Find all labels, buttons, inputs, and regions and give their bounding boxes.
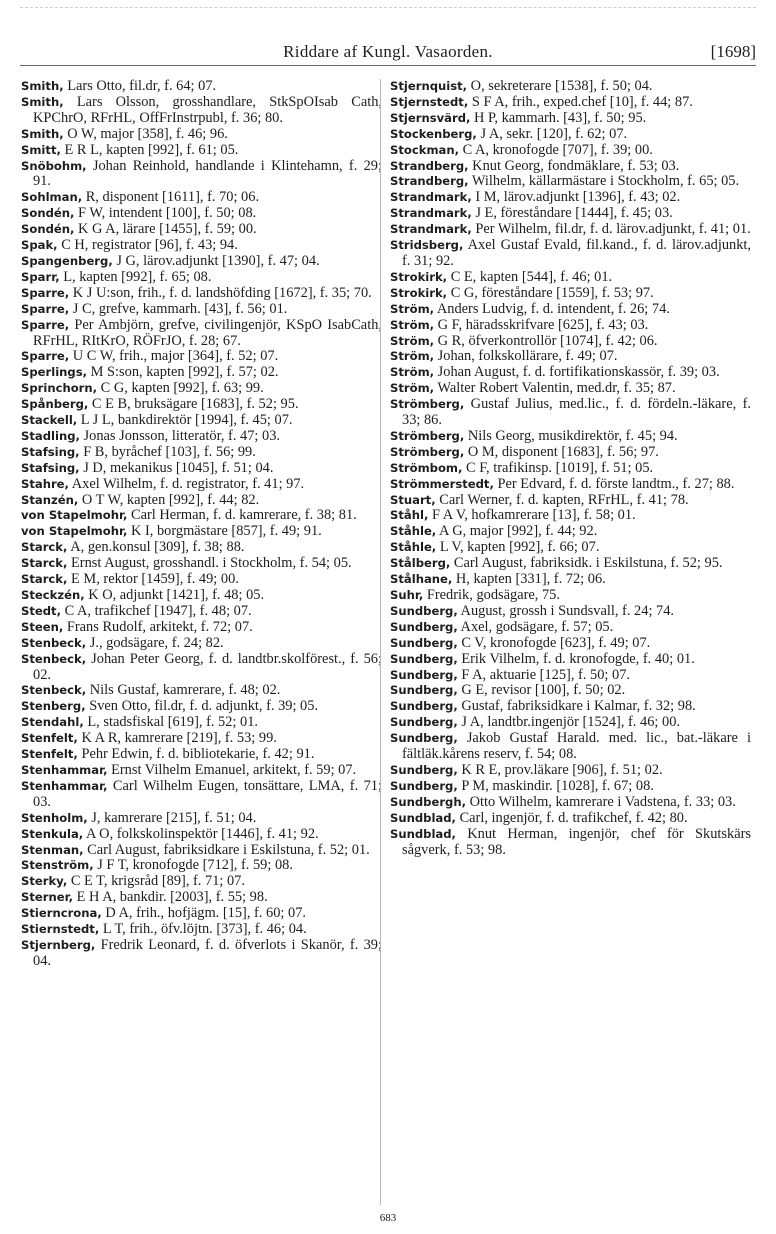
entry-surname: Stenbeck, bbox=[21, 651, 87, 666]
register-entry bbox=[390, 286, 751, 302]
entry-details: Nils Georg, musikdirektör, f. 45; 94. bbox=[464, 427, 678, 444]
entry-surname: Smith, bbox=[21, 94, 64, 109]
entry-details: Walter Robert Valentin, med.dr, f. 35; 87. bbox=[434, 380, 676, 397]
register-entry bbox=[21, 429, 382, 445]
entry-details: Frans Rudolf, arkitekt, f. 72; 07. bbox=[63, 618, 253, 635]
entry-surname: Spånberg, bbox=[21, 397, 89, 412]
page-reference: [1698] bbox=[710, 42, 756, 61]
entry-surname: Strandberg, bbox=[390, 174, 469, 189]
register-entry bbox=[21, 524, 382, 540]
register-entry bbox=[390, 111, 751, 127]
register-entry bbox=[21, 858, 382, 874]
entry-details: C H, registrator [96], f. 43; 94. bbox=[57, 237, 238, 254]
entry-surname: Strandmark, bbox=[390, 190, 472, 205]
register-entry bbox=[390, 493, 751, 509]
entry-details: U C W, frih., major [364], f. 52; 07. bbox=[69, 348, 279, 365]
register-entry bbox=[390, 222, 751, 238]
entry-surname: Stjernstedt, bbox=[390, 94, 469, 109]
register-entry bbox=[21, 572, 382, 588]
entry-details: A G, major [992], f. 44; 92. bbox=[436, 523, 598, 540]
entry-details: C E T, krigsråd [89], f. 71; 07. bbox=[67, 873, 245, 890]
register-entry bbox=[390, 127, 751, 143]
entry-details: K G A, lärare [1455], f. 59; 00. bbox=[74, 221, 257, 238]
entry-details: L, kapten [992], f. 65; 08. bbox=[59, 268, 212, 285]
entry-surname: Stenman, bbox=[21, 842, 84, 857]
left-column bbox=[21, 79, 382, 970]
register-entry bbox=[390, 763, 751, 779]
entry-details: P M, maskindir. [1028], f. 67; 08. bbox=[457, 777, 654, 794]
entry-surname: Suhr, bbox=[390, 588, 424, 602]
entry-details: Carl August, fabriksidk. i Eskilstuna, f. 52; 95. bbox=[450, 555, 723, 572]
register-entry bbox=[21, 206, 382, 222]
entry-details: O W, major [358], f. 46; 96. bbox=[63, 125, 228, 142]
entry-surname: Smitt, bbox=[21, 142, 61, 157]
register-entry bbox=[390, 349, 751, 365]
entry-surname: Ström, bbox=[390, 349, 435, 364]
entry-details: Axel Wilhelm, f. d. registrator, f. 41; 97. bbox=[68, 475, 305, 492]
entry-surname: Stierncrona, bbox=[21, 906, 102, 921]
entry-surname: Spangenberg, bbox=[21, 253, 113, 268]
entry-details: Carl August, fabriksidkare i Eskilstuna, f. 52; 01. bbox=[83, 841, 370, 858]
entry-surname: Smith, bbox=[21, 126, 64, 141]
register-entry bbox=[390, 95, 751, 111]
entry-details: Knut Georg, fondmäklare, f. 53; 03. bbox=[468, 157, 680, 174]
entry-details: Erik Vilhelm, f. d. kronofogde, f. 40; 01. bbox=[457, 650, 695, 667]
register-entry bbox=[390, 636, 751, 652]
register-entry bbox=[21, 636, 382, 652]
entry-details: Jakob Gustaf Harald. med. lic., bat.-läkare i fältläk.kårens reserv, f. 54; 08. bbox=[402, 730, 751, 763]
entry-details: J A, landtbr.ingenjör [1524], f. 46; 00. bbox=[457, 714, 680, 731]
register-entry bbox=[21, 445, 382, 461]
entry-surname: Ståhl, bbox=[390, 508, 429, 523]
entry-surname: Stiernstedt, bbox=[21, 922, 100, 937]
register-entry bbox=[390, 206, 751, 222]
entry-details: Otto Wilhelm, kamrerare i Vadstena, f. 33; 03. bbox=[466, 793, 736, 810]
entry-details: O, sekreterare [1538], f. 50; 04. bbox=[467, 78, 653, 94]
entry-details: H P, kammarh. [43], f. 50; 95. bbox=[470, 109, 647, 126]
entry-surname: Ström, bbox=[390, 301, 435, 316]
entry-surname: Sundberg, bbox=[390, 762, 458, 777]
entry-surname: Stockman, bbox=[390, 142, 460, 157]
entry-details: C V, kronofogde [623], f. 49; 07. bbox=[457, 634, 651, 651]
entry-details: Knut Herman, ingenjör, chef för Skutskärs sågverk, f. 53; 98. bbox=[402, 825, 751, 858]
entry-surname: Sundberg, bbox=[390, 603, 458, 618]
entry-details: Jonas Jonsson, litteratör, f. 47; 03. bbox=[79, 427, 280, 444]
register-entry bbox=[390, 445, 751, 461]
entry-details: Johan, folkskollärare, f. 49; 07. bbox=[434, 348, 618, 365]
entry-surname: Ström, bbox=[390, 317, 435, 332]
entry-details: O M, disponent [1683], f. 56; 97. bbox=[464, 443, 659, 460]
register-entry bbox=[390, 461, 751, 477]
register-entry bbox=[21, 477, 382, 493]
entry-details: Sven Otto, fil.dr, f. d. adjunkt, f. 39; 05. bbox=[85, 698, 319, 715]
entry-surname: Sundberg, bbox=[390, 619, 458, 634]
entry-details: L T, frih., öfv.löjtn. [373], f. 46; 04. bbox=[99, 921, 307, 938]
entry-surname: Strömberg, bbox=[390, 428, 465, 443]
entry-surname: Strömberg, bbox=[390, 444, 465, 459]
entry-surname: Sparre, bbox=[21, 317, 70, 332]
entry-surname: Ståhle, bbox=[390, 540, 437, 555]
entry-details: F A V, hofkamrerare [13], f. 58; 01. bbox=[428, 507, 636, 524]
register-entry bbox=[390, 827, 751, 859]
entry-details: S F A, frih., exped.chef [10], f. 44; 87. bbox=[468, 93, 693, 110]
entry-surname: Stenhammar, bbox=[21, 778, 108, 793]
register-entry bbox=[21, 715, 382, 731]
register-entry bbox=[390, 190, 751, 206]
entry-surname: Steen, bbox=[21, 619, 64, 634]
register-entry bbox=[390, 79, 751, 95]
register-entry bbox=[21, 540, 382, 556]
register-entry bbox=[21, 874, 382, 890]
register-entry bbox=[21, 620, 382, 636]
register-entry bbox=[390, 238, 751, 270]
register-entry bbox=[21, 286, 382, 302]
entry-details: Ernst Vilhelm Emanuel, arkitekt, f. 59; 07. bbox=[107, 761, 357, 778]
entry-surname: Stjernquist, bbox=[390, 79, 468, 93]
entry-surname: Ståhle, bbox=[390, 524, 437, 539]
entry-surname: Sohlman, bbox=[21, 190, 83, 205]
entry-details: Johan Reinhold, handlande i Klintehamn, f. 29; 91. bbox=[33, 157, 382, 190]
entry-details: Johan August, f. d. fortifikationskassör, f. 39; 03. bbox=[434, 364, 720, 381]
register-entry bbox=[390, 556, 751, 572]
register-entry bbox=[21, 493, 382, 509]
entry-details: Axel, godsägare, f. 57; 05. bbox=[457, 618, 614, 635]
entry-surname: Stenkula, bbox=[21, 826, 84, 841]
entry-surname: Strömberg, bbox=[390, 397, 465, 412]
entry-surname: Sondén, bbox=[21, 222, 75, 237]
entry-surname: Sundberg, bbox=[390, 651, 458, 666]
register-entry bbox=[21, 95, 382, 127]
running-title: Riddare af Kungl. Vasaorden. bbox=[283, 42, 493, 61]
entry-surname: Sundblad, bbox=[390, 810, 456, 825]
entry-details: K J U:son, frih., f. d. landshöfding [1672], f. 35; 70. bbox=[69, 284, 372, 301]
register-entry bbox=[21, 79, 382, 95]
register-entry bbox=[390, 731, 751, 763]
entry-details: J C, grefve, kammarh. [43], f. 56; 01. bbox=[69, 300, 288, 317]
register-entry bbox=[390, 159, 751, 175]
entry-surname: Spak, bbox=[21, 238, 58, 253]
entry-details: L, stadsfiskal [619], f. 52; 01. bbox=[83, 714, 259, 731]
entry-surname: von Stapelmohr, bbox=[21, 524, 128, 539]
entry-details: C E B, bruksägare [1683], f. 52; 95. bbox=[88, 396, 299, 413]
register-entry bbox=[21, 683, 382, 699]
entry-details: Nils Gustaf, kamrerare, f. 48; 02. bbox=[86, 682, 281, 699]
entry-details: H, kapten [331], f. 72; 06. bbox=[452, 571, 606, 588]
entry-surname: Stenholm, bbox=[21, 810, 88, 825]
register-entry bbox=[390, 779, 751, 795]
entry-surname: Sondén, bbox=[21, 206, 75, 221]
page-header bbox=[20, 20, 756, 60]
entry-surname: Sundberg, bbox=[390, 699, 458, 714]
entry-surname: Stendahl, bbox=[21, 715, 84, 730]
entry-surname: Sundberg, bbox=[390, 635, 458, 650]
entry-details: Carl, ingenjör, f. d. trafikchef, f. 42; 80. bbox=[455, 809, 688, 826]
entry-details: Per Edvard, f. d. förste landtm., f. 27; 88. bbox=[493, 475, 735, 492]
register-entry bbox=[21, 302, 382, 318]
entry-details: A O, folkskolinspektör [1446], f. 41; 92. bbox=[83, 825, 319, 842]
entry-surname: Stenberg, bbox=[21, 699, 86, 714]
entry-surname: Sparre, bbox=[21, 285, 70, 300]
entry-details: I M, lärov.adjunkt [1396], f. 43; 02. bbox=[471, 189, 681, 206]
entry-surname: Stenbeck, bbox=[21, 683, 87, 698]
entry-details: Carl Werner, f. d. kapten, RFrHL, f. 41; 78. bbox=[435, 491, 689, 508]
register-entry bbox=[21, 843, 382, 859]
entry-surname: Sparr, bbox=[21, 269, 60, 284]
register-entry bbox=[390, 604, 751, 620]
entry-details: Carl Herman, f. d. kamrerare, f. 38; 81. bbox=[127, 507, 357, 524]
entry-details: Ernst August, grosshandl. i Stockholm, f. 54; 05. bbox=[67, 555, 352, 572]
register-entry bbox=[21, 349, 382, 365]
entry-details: Carl Wilhelm Eugen, tonsättare, LMA, f. 71; 03. bbox=[33, 777, 382, 810]
register-entry bbox=[21, 413, 382, 429]
entry-surname: Stjernsvärd, bbox=[390, 110, 471, 125]
register-entry bbox=[390, 524, 751, 540]
entry-details: C G, föreståndare [1559], f. 53; 97. bbox=[447, 284, 654, 301]
entry-details: Pehr Edwin, f. d. bibliotekarie, f. 42; 91. bbox=[77, 746, 315, 763]
register-entry bbox=[21, 318, 382, 350]
entry-details: R, disponent [1611], f. 70; 06. bbox=[82, 189, 260, 206]
register-entry bbox=[21, 254, 382, 270]
entry-surname: Stålhane, bbox=[390, 572, 453, 587]
register-entry bbox=[21, 906, 382, 922]
entry-surname: Smith, bbox=[21, 79, 64, 93]
entry-surname: Sundberg, bbox=[390, 683, 458, 698]
entry-details: A, gen.konsul [309], f. 38; 88. bbox=[67, 539, 245, 556]
entry-surname: Starck, bbox=[21, 556, 68, 571]
entry-surname: Strandmark, bbox=[390, 206, 472, 221]
entry-details: Anders Ludvig, f. d. intendent, f. 26; 74. bbox=[434, 300, 670, 317]
register-entry bbox=[390, 540, 751, 556]
right-column bbox=[390, 79, 751, 858]
entry-details: D A, frih., hofjägm. [15], f. 60; 07. bbox=[101, 905, 306, 922]
entry-details: C E, kapten [544], f. 46; 01. bbox=[447, 268, 613, 285]
entry-details: J F T, kronofogde [712], f. 59; 08. bbox=[93, 857, 293, 874]
register-entry bbox=[21, 652, 382, 684]
entry-surname: Stenhammar, bbox=[21, 762, 108, 777]
register-entry bbox=[390, 588, 751, 604]
entry-details: M S:son, kapten [992], f. 57; 02. bbox=[87, 364, 279, 381]
register-entry bbox=[21, 143, 382, 159]
register-entry bbox=[390, 811, 751, 827]
entry-surname: Ström, bbox=[390, 365, 435, 380]
entry-details: C G, kapten [992], f. 63; 99. bbox=[97, 380, 264, 397]
entry-details: C A, trafikchef [1947], f. 48; 07. bbox=[61, 602, 252, 619]
register-entry bbox=[390, 572, 751, 588]
register-entry bbox=[21, 779, 382, 811]
entry-details: O T W, kapten [992], f. 44; 82. bbox=[78, 491, 260, 508]
entry-surname: Stanzén, bbox=[21, 492, 79, 507]
register-entry bbox=[21, 365, 382, 381]
entry-details: C A, kronofogde [707], f. 39; 00. bbox=[459, 141, 653, 158]
entry-details: G R, öfverkontrollör [1074], f. 42; 06. bbox=[434, 332, 658, 349]
register-entry bbox=[390, 365, 751, 381]
entry-details: E R L, kapten [992], f. 61; 05. bbox=[60, 141, 239, 158]
register-entry bbox=[21, 508, 382, 524]
entry-surname: Strömmerstedt, bbox=[390, 476, 494, 491]
register-entry bbox=[390, 429, 751, 445]
entry-details: J G, lärov.adjunkt [1390], f. 47; 04. bbox=[112, 252, 320, 269]
entry-surname: Sparre, bbox=[21, 349, 70, 364]
entry-surname: Stafsing, bbox=[21, 460, 80, 475]
register-entry bbox=[21, 922, 382, 938]
entry-surname: Sundberg, bbox=[390, 778, 458, 793]
entry-surname: Strandberg, bbox=[390, 158, 469, 173]
register-entry bbox=[21, 397, 382, 413]
entry-surname: Sparre, bbox=[21, 301, 70, 316]
register-entry bbox=[21, 127, 382, 143]
entry-details: Wilhelm, källarmästare i Stockholm, f. 65; 05. bbox=[468, 173, 740, 190]
register-entry bbox=[21, 604, 382, 620]
entry-surname: Stenfelt, bbox=[21, 747, 78, 762]
register-entry bbox=[390, 477, 751, 493]
entry-details: K R E, prov.läkare [906], f. 51; 02. bbox=[457, 761, 663, 778]
register-entry bbox=[21, 811, 382, 827]
entry-details: L J L, bankdirektör [1994], f. 45; 07. bbox=[77, 412, 293, 429]
entry-surname: Steckzén, bbox=[21, 588, 85, 602]
entry-details: Fredrik, godsägare, 75. bbox=[423, 587, 560, 603]
register-entry bbox=[21, 381, 382, 397]
entry-details: J., godsägare, f. 24; 82. bbox=[86, 634, 224, 651]
register-entry bbox=[21, 747, 382, 763]
entry-surname: Stenström, bbox=[21, 858, 94, 873]
entry-surname: Ström, bbox=[390, 333, 435, 348]
register-entry bbox=[390, 302, 751, 318]
entry-surname: Stenbeck, bbox=[21, 635, 87, 650]
entry-details: Lars Otto, fil.dr, f. 64; 07. bbox=[63, 78, 217, 94]
entry-surname: Sundberg, bbox=[390, 715, 458, 730]
entry-details: August, grossh i Sundsvall, f. 24; 74. bbox=[457, 602, 675, 619]
register-entry bbox=[390, 795, 751, 811]
entry-details: G F, häradsskrifvare [625], f. 43; 03. bbox=[434, 316, 649, 333]
entry-details: K O, adjunkt [1421], f. 48; 05. bbox=[84, 587, 265, 603]
entry-details: Per Wilhelm, fil.dr, f. d. lärov.adjunkt, f. 41; 01. bbox=[471, 221, 751, 238]
entry-surname: Stjernberg, bbox=[21, 937, 96, 952]
top-edge-rule bbox=[20, 7, 756, 8]
register-entry bbox=[390, 699, 751, 715]
register-entry bbox=[21, 461, 382, 477]
register-entry bbox=[390, 143, 751, 159]
entry-details: L V, kapten [992], f. 66; 07. bbox=[436, 539, 600, 556]
entry-details: Johan Peter Georg, f. d. landtbr.skolförest., f. 56; 02. bbox=[33, 650, 382, 683]
register-entry bbox=[390, 715, 751, 731]
register-entry bbox=[390, 652, 751, 668]
entry-surname: Stridsberg, bbox=[390, 238, 464, 253]
column-divider bbox=[380, 79, 381, 1205]
entry-details: K A R, kamrerare [219], f. 53; 99. bbox=[77, 730, 277, 747]
entry-surname: Starck, bbox=[21, 540, 68, 555]
entry-surname: Strokirk, bbox=[390, 285, 448, 300]
entry-surname: Snöbohm, bbox=[21, 158, 87, 173]
entry-details: J E, föreståndare [1444], f. 45; 03. bbox=[471, 205, 673, 222]
register-entry bbox=[390, 683, 751, 699]
entry-details: Lars Olsson, grosshandlare, StkSpOIsab Cath, KPChrO, RFrHL, OffFrInstrpubl, f. 36; 80. bbox=[33, 93, 382, 126]
register-entry bbox=[21, 588, 382, 604]
register-entry bbox=[21, 238, 382, 254]
entry-surname: Stockenberg, bbox=[390, 126, 477, 141]
register-entry bbox=[390, 270, 751, 286]
entry-surname: Sprinchorn, bbox=[21, 381, 98, 396]
register-entry bbox=[21, 699, 382, 715]
entry-details: Gustaf Julius, med.lic., f. d. fördeln.-läkare, f. 33; 86. bbox=[402, 396, 751, 429]
entry-surname: Stahre, bbox=[21, 476, 69, 491]
entry-details: K I, borgmästare [857], f. 49; 91. bbox=[127, 523, 322, 540]
register-entry bbox=[21, 890, 382, 906]
entry-surname: Sundbergh, bbox=[390, 794, 466, 809]
register-entry bbox=[21, 938, 382, 970]
register-entry bbox=[21, 159, 382, 191]
register-entry bbox=[390, 381, 751, 397]
entry-surname: Strokirk, bbox=[390, 269, 448, 284]
entry-details: C F, trafikinsp. [1019], f. 51; 05. bbox=[462, 459, 654, 476]
entry-surname: Stålberg, bbox=[390, 556, 451, 571]
register-entry bbox=[21, 556, 382, 572]
entry-details: G E, revisor [100], f. 50; 02. bbox=[457, 682, 626, 699]
entry-details: Gustaf, fabriksidkare i Kalmar, f. 32; 98. bbox=[457, 698, 696, 715]
register-entry bbox=[390, 318, 751, 334]
entry-details: J D, mekanikus [1045], f. 51; 04. bbox=[79, 459, 274, 476]
register-entry bbox=[390, 620, 751, 636]
entry-surname: Sperlings, bbox=[21, 365, 88, 380]
entry-surname: Stackell, bbox=[21, 413, 78, 428]
entry-surname: von Stapelmohr, bbox=[21, 508, 128, 523]
register-entry bbox=[390, 174, 751, 190]
entry-details: F A, aktuarie [125], f. 50; 07. bbox=[457, 666, 631, 683]
page-number: 683 bbox=[379, 1212, 397, 1224]
entry-details: F B, byråchef [103], f. 56; 99. bbox=[79, 443, 256, 460]
entry-details: Axel Gustaf Evald, fil.kand., f. d. lärov.adjunkt, f. 31; 92. bbox=[402, 237, 751, 269]
register-entry bbox=[390, 668, 751, 684]
entry-details: F W, intendent [100], f. 50; 08. bbox=[74, 205, 257, 222]
entry-surname: Sterky, bbox=[21, 874, 68, 889]
entry-details: E H A, bankdir. [2003], f. 55; 98. bbox=[73, 889, 268, 906]
entry-surname: Strömbom, bbox=[390, 460, 463, 475]
register-entry bbox=[21, 190, 382, 206]
entry-surname: Stenfelt, bbox=[21, 731, 78, 746]
entry-surname: Sundberg, bbox=[390, 667, 458, 682]
entry-surname: Stedt, bbox=[21, 603, 62, 618]
entry-surname: Stuart, bbox=[390, 492, 436, 507]
entry-surname: Sterner, bbox=[21, 890, 74, 905]
entry-surname: Sundblad, bbox=[390, 826, 456, 841]
register-entry bbox=[21, 731, 382, 747]
register-entry bbox=[390, 334, 751, 350]
register-entry bbox=[21, 827, 382, 843]
register-entry bbox=[21, 270, 382, 286]
entry-details: J A, sekr. [120], f. 62; 07. bbox=[476, 125, 628, 142]
entry-surname: Starck, bbox=[21, 572, 68, 587]
entry-details: E M, rektor [1459], f. 49; 00. bbox=[67, 571, 239, 588]
header-rule bbox=[20, 65, 756, 66]
entry-surname: Stadling, bbox=[21, 428, 80, 443]
entry-details: Fredrik Leonard, f. d. öfverlots i Skanör, f. 39; 04. bbox=[33, 936, 382, 969]
entry-details: Per Ambjörn, grefve, civilingenjör, KSpO IsabCath, RFrHL, RItKrO, RÖFrJO, f. 28; 67. bbox=[33, 316, 382, 349]
register-entry bbox=[390, 508, 751, 524]
register-entry bbox=[390, 397, 751, 429]
entry-surname: Strandmark, bbox=[390, 222, 472, 237]
entry-surname: Sundberg, bbox=[390, 731, 458, 746]
entry-details: J, kamrerare [215], f. 51; 04. bbox=[87, 809, 257, 826]
register-entry bbox=[21, 222, 382, 238]
register-entry bbox=[21, 763, 382, 779]
entry-surname: Stafsing, bbox=[21, 444, 80, 459]
entry-surname: Ström, bbox=[390, 381, 435, 396]
